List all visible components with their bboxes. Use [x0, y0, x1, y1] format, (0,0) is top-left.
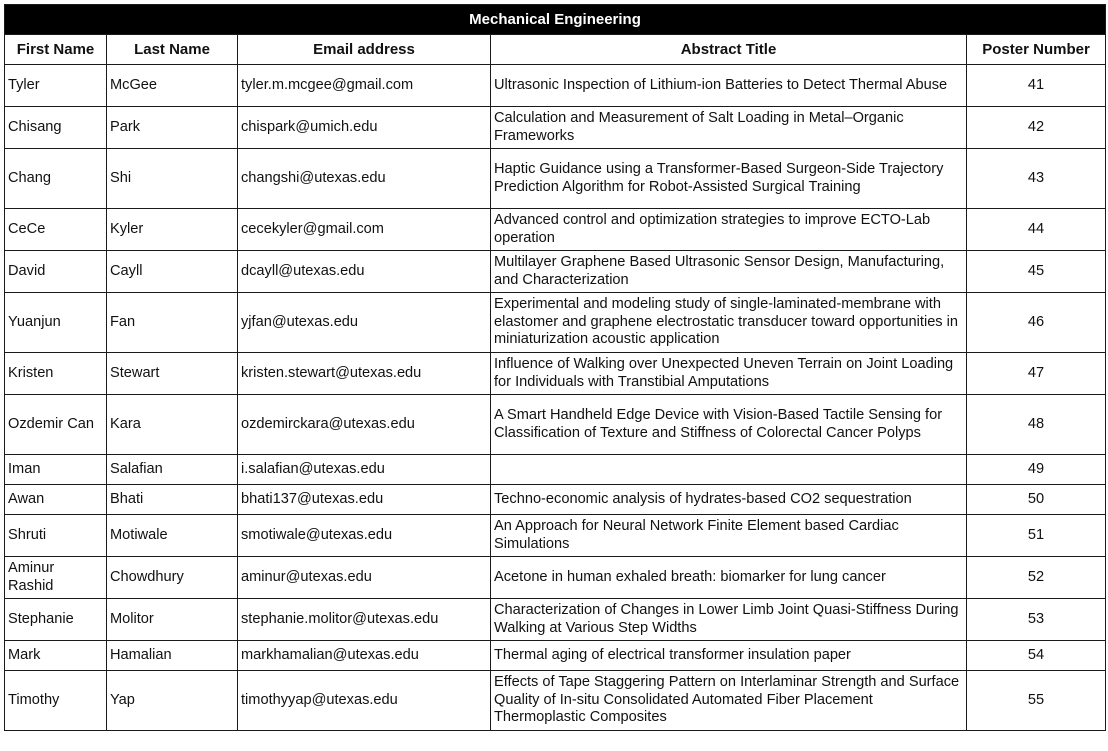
email-cell: aminur@utexas.edu	[238, 557, 491, 599]
table-row	[5, 557, 1106, 599]
last-name-cell: Molitor	[107, 599, 238, 641]
poster-number-cell: 54	[967, 641, 1106, 671]
email-cell: kristen.stewart@utexas.edu	[238, 353, 491, 395]
last-name-cell: Motiwale	[107, 515, 238, 557]
column-header-email: Email address	[238, 35, 491, 65]
table-row	[5, 671, 1106, 731]
first-name-cell: Aminur Rashid	[5, 557, 107, 599]
poster-number-cell: 43	[967, 149, 1106, 209]
abstract-title-cell: Experimental and modeling study of single-laminated-membrane with elastomer and graphene electrostatic transducer toward opportunities in miniaturization acoustic application	[491, 293, 967, 353]
poster-number-cell: 46	[967, 293, 1106, 353]
abstract-title-cell: Haptic Guidance using a Transformer-Based Surgeon-Side Trajectory Prediction Algorithm for Robot-Assisted Surgical Training	[491, 149, 967, 209]
first-name-cell: CeCe	[5, 209, 107, 251]
poster-number-cell: 42	[967, 107, 1106, 149]
table-row	[5, 209, 1106, 251]
last-name-cell: Fan	[107, 293, 238, 353]
table-row	[5, 353, 1106, 395]
last-name-cell: Shi	[107, 149, 238, 209]
first-name-cell: Iman	[5, 455, 107, 485]
abstract-title-cell: Thermal aging of electrical transformer insulation paper	[491, 641, 967, 671]
abstract-title-cell: Calculation and Measurement of Salt Loading in Metal–Organic Frameworks	[491, 107, 967, 149]
table-row	[5, 515, 1106, 557]
department-banner-row	[5, 5, 1106, 35]
table-body	[5, 65, 1106, 731]
email-cell: ozdemirckara@utexas.edu	[238, 395, 491, 455]
column-header-abstract-title: Abstract Title	[491, 35, 967, 65]
table-row	[5, 599, 1106, 641]
table-row	[5, 65, 1106, 107]
email-cell: yjfan@utexas.edu	[238, 293, 491, 353]
abstract-title-cell: Techno-economic analysis of hydrates-based CO2 sequestration	[491, 485, 967, 515]
abstract-title-cell: Ultrasonic Inspection of Lithium-ion Batteries to Detect Thermal Abuse	[491, 65, 967, 107]
last-name-cell: McGee	[107, 65, 238, 107]
abstract-title-cell: Multilayer Graphene Based Ultrasonic Sensor Design, Manufacturing, and Characterization	[491, 251, 967, 293]
last-name-cell: Yap	[107, 671, 238, 731]
poster-number-cell: 49	[967, 455, 1106, 485]
email-cell: cecekyler@gmail.com	[238, 209, 491, 251]
last-name-cell: Kara	[107, 395, 238, 455]
email-cell: stephanie.molitor@utexas.edu	[238, 599, 491, 641]
last-name-cell: Cayll	[107, 251, 238, 293]
email-cell: markhamalian@utexas.edu	[238, 641, 491, 671]
department-title: Mechanical Engineering	[5, 5, 1106, 35]
poster-number-cell: 53	[967, 599, 1106, 641]
abstract-title-cell: Characterization of Changes in Lower Limb Joint Quasi-Stiffness During Walking at Various Step Widths	[491, 599, 967, 641]
abstract-title-cell: Acetone in human exhaled breath: biomarker for lung cancer	[491, 557, 967, 599]
first-name-cell: Tyler	[5, 65, 107, 107]
abstract-title-cell: Advanced control and optimization strategies to improve ECTO-Lab operation	[491, 209, 967, 251]
email-cell: changshi@utexas.edu	[238, 149, 491, 209]
poster-roster-table	[4, 4, 1106, 731]
first-name-cell: Chang	[5, 149, 107, 209]
poster-number-cell: 50	[967, 485, 1106, 515]
table-row	[5, 641, 1106, 671]
abstract-title-cell: A Smart Handheld Edge Device with Vision-Based Tactile Sensing for Classification of Texture and Stiffness of Colorectal Cancer Polyps	[491, 395, 967, 455]
table-row	[5, 251, 1106, 293]
abstract-title-cell	[491, 455, 967, 485]
email-cell: tyler.m.mcgee@gmail.com	[238, 65, 491, 107]
email-cell: timothyyap@utexas.edu	[238, 671, 491, 731]
last-name-cell: Hamalian	[107, 641, 238, 671]
column-header-last-name: Last Name	[107, 35, 238, 65]
poster-number-cell: 52	[967, 557, 1106, 599]
table-row	[5, 455, 1106, 485]
table-row	[5, 149, 1106, 209]
first-name-cell: Timothy	[5, 671, 107, 731]
first-name-cell: Chisang	[5, 107, 107, 149]
first-name-cell: David	[5, 251, 107, 293]
abstract-title-cell: An Approach for Neural Network Finite Element based Cardiac Simulations	[491, 515, 967, 557]
first-name-cell: Awan	[5, 485, 107, 515]
poster-number-cell: 45	[967, 251, 1106, 293]
last-name-cell: Kyler	[107, 209, 238, 251]
poster-number-cell: 51	[967, 515, 1106, 557]
first-name-cell: Stephanie	[5, 599, 107, 641]
last-name-cell: Stewart	[107, 353, 238, 395]
first-name-cell: Yuanjun	[5, 293, 107, 353]
table-row	[5, 395, 1106, 455]
poster-number-cell: 55	[967, 671, 1106, 731]
first-name-cell: Shruti	[5, 515, 107, 557]
poster-number-cell: 48	[967, 395, 1106, 455]
email-cell: smotiwale@utexas.edu	[238, 515, 491, 557]
email-cell: chispark@umich.edu	[238, 107, 491, 149]
last-name-cell: Park	[107, 107, 238, 149]
column-header-row	[5, 35, 1106, 65]
first-name-cell: Kristen	[5, 353, 107, 395]
first-name-cell: Ozdemir Can	[5, 395, 107, 455]
poster-number-cell: 41	[967, 65, 1106, 107]
last-name-cell: Salafian	[107, 455, 238, 485]
poster-number-cell: 44	[967, 209, 1106, 251]
column-header-poster-number: Poster Number	[967, 35, 1106, 65]
first-name-cell: Mark	[5, 641, 107, 671]
table-row	[5, 485, 1106, 515]
last-name-cell: Bhati	[107, 485, 238, 515]
table-row	[5, 293, 1106, 353]
email-cell: bhati137@utexas.edu	[238, 485, 491, 515]
poster-number-cell: 47	[967, 353, 1106, 395]
email-cell: i.salafian@utexas.edu	[238, 455, 491, 485]
abstract-title-cell: Effects of Tape Staggering Pattern on Interlaminar Strength and Surface Quality of In-situ Consolidated Automated Fiber Placement Thermoplastic Composites	[491, 671, 967, 731]
last-name-cell: Chowdhury	[107, 557, 238, 599]
abstract-title-cell: Influence of Walking over Unexpected Uneven Terrain on Joint Loading for Individuals with Transtibial Amputations	[491, 353, 967, 395]
column-header-first-name: First Name	[5, 35, 107, 65]
table-row	[5, 107, 1106, 149]
email-cell: dcayll@utexas.edu	[238, 251, 491, 293]
